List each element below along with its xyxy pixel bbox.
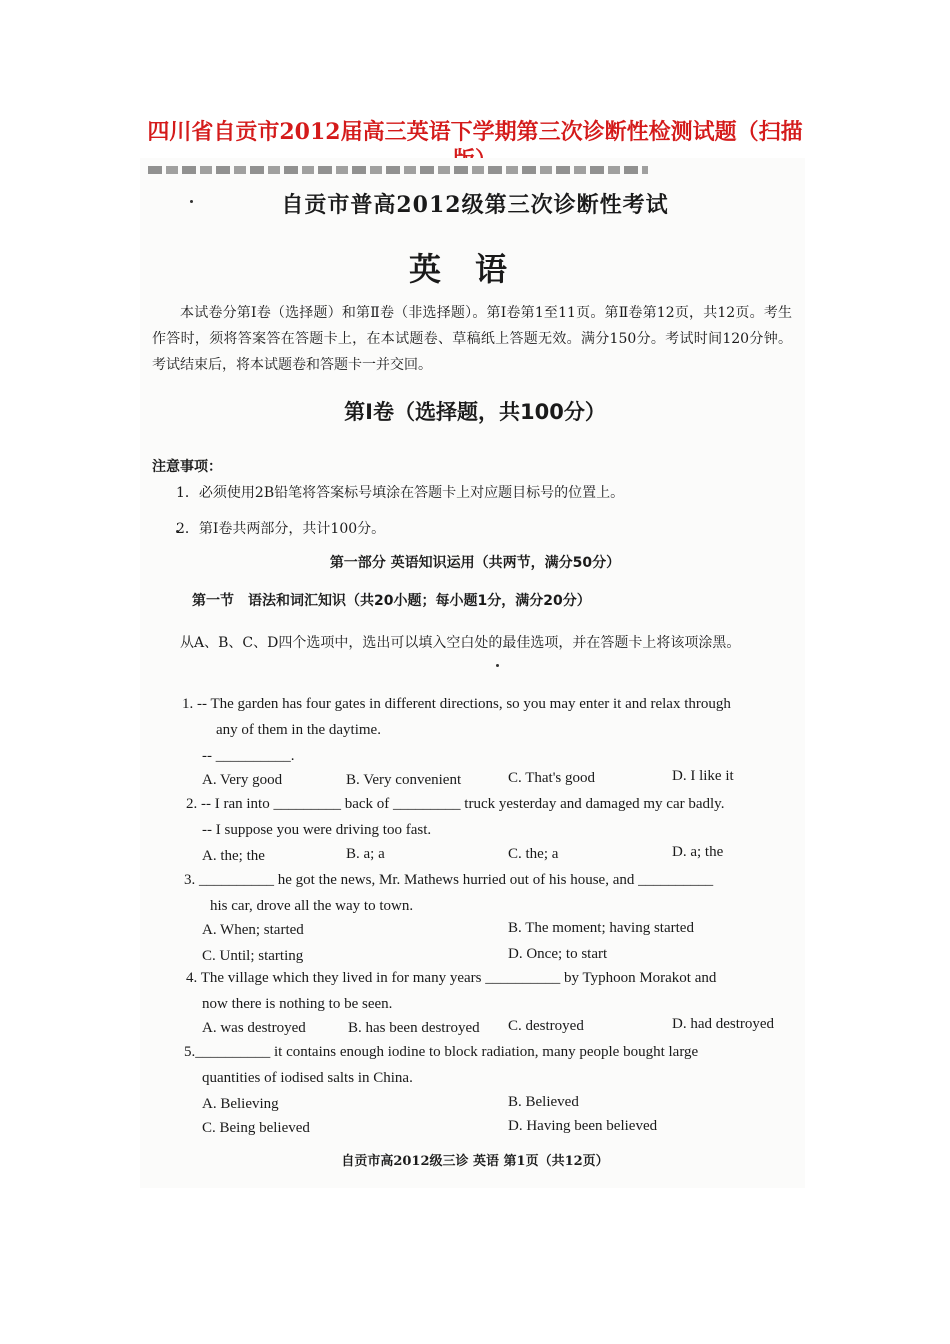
notice-item: 2．第Ⅰ卷共两部分，共计100分。 [176, 521, 386, 537]
option-c: C. the; a [508, 846, 559, 862]
question-stem: -- I suppose you were driving too fast. [202, 822, 432, 838]
document-title-line-1: 四川省自贡市2012届高三英语下学期第三次诊断性检测试题（扫描 [147, 119, 803, 145]
section-title: 第一节 语法和词汇知识（共20小题；每小题1分，满分20分） [192, 593, 591, 609]
question-stem: quantities of iodised salts in China. [202, 1070, 413, 1086]
instruction-text: 从A、B、C、D四个选项中，选出可以填入空白处的最佳选项，并在答题卡上将该项涂黑。 [180, 635, 741, 651]
option-a: A. Believing [202, 1096, 279, 1112]
option-c: C. Being believed [202, 1120, 310, 1136]
question-stem: 4. The village which they lived in for many years __________ by Typhoon Morakot and [186, 970, 717, 986]
option-a: A. When; started [202, 922, 304, 938]
option-b: B. has been destroyed [348, 1020, 480, 1036]
scan-speck [496, 664, 499, 667]
question-stem: now there is nothing to be seen. [202, 996, 393, 1012]
notice-label: 注意事项： [152, 459, 222, 475]
option-c: C. destroyed [508, 1018, 584, 1034]
question-stem: 3. __________ he got the news, Mr. Mathews hurried out of his house, and __________ [184, 872, 714, 888]
option-b: B. Believed [508, 1094, 579, 1110]
option-d: D. Having been believed [508, 1118, 658, 1134]
option-d: D. Once; to start [508, 946, 608, 962]
section-instruction [152, 624, 792, 662]
option-b: B. a; a [346, 846, 385, 862]
exam-title: 自贡市普高2012级第三次诊断性考试 [281, 192, 669, 218]
option-d: D. had destroyed [672, 1016, 775, 1032]
exam-intro [152, 300, 792, 378]
volume-title: 第Ⅰ卷（选择题，共100分） [344, 400, 606, 424]
option-b: B. The moment; having started [508, 920, 694, 936]
option-a: A. the; the [202, 848, 265, 864]
question-stem: his car, drove all the way to town. [210, 898, 414, 914]
option-b: B. Very convenient [346, 772, 462, 788]
option-a: A. Very good [202, 772, 283, 788]
option-d: D. I like it [672, 768, 734, 784]
option-d: D. a; the [672, 844, 724, 860]
notice-item: 1．必须使用2B铅笔将答案标号填涂在答题卡上对应题目标号的位置上。 [176, 485, 625, 501]
question-stem: 2. -- I ran into _________ back of _________ truck yesterday and damaged my car badly. [186, 796, 725, 812]
option-c: C. Until; starting [202, 948, 304, 964]
question-stem: 1. -- The garden has four gates in different directions, so you may enter it and relax through [182, 696, 731, 712]
option-c: C. That's good [508, 770, 596, 786]
option-a: A. was destroyed [202, 1020, 306, 1036]
question-answer-blank: -- __________. [202, 748, 295, 764]
page-footer: 自贡市高2012级三诊 英语 第1页（共12页） [341, 1154, 609, 1169]
question-stem: any of them in the daytime. [216, 722, 381, 738]
question-stem: 5.__________ it contains enough iodine to block radiation, many people bought large [184, 1044, 699, 1060]
cropped-header-strip [148, 166, 648, 174]
part-title: 第一部分 英语知识运用（共两节，满分50分） [329, 555, 621, 571]
subject-title: 英语 [408, 250, 541, 288]
intro-text: 本试卷分第Ⅰ卷（选择题）和第Ⅱ卷（非选择题）。第Ⅰ卷第1至11页。第Ⅱ卷第12页，共12页。考生作答时，须将答案答在答题卡上，在本试题卷、草稿纸上答题无效。满分150分。考试时间120分钟。考试结束后，将本试题卷和答题卡一并交回。 [152, 305, 792, 373]
